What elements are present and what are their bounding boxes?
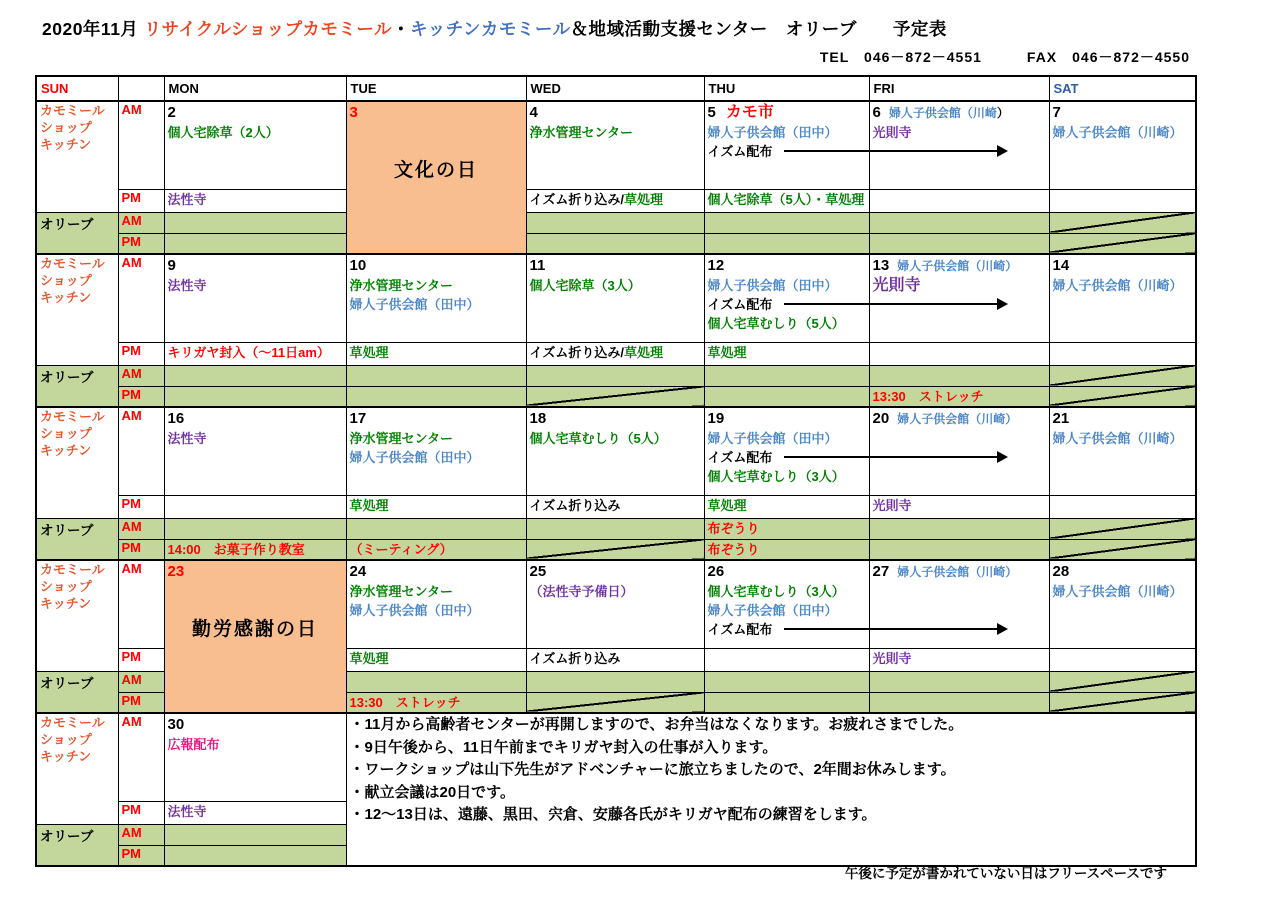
day-25-olive-am-cell — [526, 671, 704, 692]
olive-pm-label: PM — [118, 539, 164, 560]
event: 光則寺 — [872, 650, 912, 666]
am-label: AM — [118, 101, 164, 189]
day-number: 25 — [529, 563, 547, 580]
right-arrow-week3 — [784, 456, 1006, 458]
day-number: 7 — [1052, 104, 1061, 121]
day-header-mon: MON — [164, 76, 346, 101]
day-number: 30 — [167, 716, 185, 733]
day-26-pm-cell — [704, 648, 869, 671]
kamomile-label: カモミール ショップ キッチン — [36, 254, 118, 365]
event: 婦人子供会館（田中） — [707, 431, 838, 446]
day-number: 10 — [349, 257, 367, 274]
day-number: 9 — [167, 257, 176, 274]
olive-am-label: AM — [118, 212, 164, 233]
holiday-name: 文化の日 — [393, 160, 478, 181]
day-19-am-cell — [704, 407, 869, 495]
event: 浄水管理センター — [349, 278, 453, 293]
olive-pm-label: PM — [118, 692, 164, 713]
day-14-am-cell — [1049, 254, 1196, 342]
day-head-note: 婦人子供会館（川崎） — [897, 565, 1018, 579]
day-4-olive-pm-cell — [526, 233, 704, 254]
day-9-olive-am-cell — [164, 365, 346, 386]
event: 法性寺 — [167, 803, 207, 819]
day-2-pm-cell — [164, 189, 346, 212]
day-number: 4 — [529, 104, 538, 121]
day-11-olive-pm-cell — [526, 386, 704, 407]
day-24-olive-am-cell — [346, 671, 526, 692]
event: 13:30 ストレッチ — [349, 694, 461, 710]
day-number: 17 — [349, 410, 367, 427]
event: 草処理 — [349, 344, 389, 360]
olive-pm-label: PM — [118, 233, 164, 254]
kamo-market-label: カモ市 — [725, 104, 774, 121]
day-17-pm-cell — [346, 495, 526, 518]
pm-label: PM — [118, 189, 164, 212]
event: 個人宅草むしり（5人） — [529, 431, 667, 446]
event: イズム折り込み — [529, 650, 621, 666]
day-30-pm-cell — [164, 801, 346, 824]
olive-am-label: AM — [118, 824, 164, 845]
event: 光則寺 — [872, 497, 912, 513]
day-28-pm-cell — [1049, 648, 1196, 671]
event: イズム配布 — [708, 142, 866, 161]
event: 草処理 — [349, 497, 389, 513]
day-number: 20 — [872, 410, 890, 427]
event: 布ぞうり — [707, 520, 760, 536]
day-header-wed: WED — [526, 76, 704, 101]
note-line: ・ワークショップは山下先生がアドベンチャーに旅立ちましたので、2年間お休みします。 — [349, 761, 956, 778]
day-6-olive-am-cell — [869, 212, 1049, 233]
event: 婦人子供会館（田中） — [349, 297, 480, 312]
day-27-olive-pm-cell — [869, 692, 1049, 713]
day-header-tue: TUE — [346, 76, 526, 101]
day-18-am-cell — [526, 407, 704, 495]
title-shop1: リサイクルショップカモミール — [143, 19, 393, 39]
olive-pm-label: PM — [118, 386, 164, 407]
week3-olive-pm-row — [36, 539, 1196, 560]
week1-olive-pm-row — [36, 233, 1196, 254]
day-number: 14 — [1052, 257, 1070, 274]
event: 個人宅除草（2人） — [167, 125, 279, 140]
day-7-olive-pm-cell — [1049, 233, 1196, 254]
day-7-am-cell — [1049, 101, 1196, 189]
day-6-olive-pm-cell — [869, 233, 1049, 254]
olive-label: オリーブ — [36, 671, 118, 713]
week5-am-row — [36, 713, 1196, 801]
day-header-sat: SAT — [1049, 76, 1196, 101]
day-13-am-cell — [869, 254, 1049, 342]
am-label: AM — [118, 713, 164, 801]
event: イズム折り込み/草処理 — [529, 344, 663, 360]
event: 14:00 お菓子作り教室 — [167, 541, 305, 557]
day-27-olive-am-cell — [869, 671, 1049, 692]
event: 浄水管理センター — [349, 584, 453, 599]
day-18-olive-pm-cell — [526, 539, 704, 560]
day-9-am-cell — [164, 254, 346, 342]
event: 婦人子供会館（川崎） — [1052, 584, 1183, 599]
olive-label: オリーブ — [36, 212, 118, 254]
note-line: ・12～13日は、遠藤、黒田、宍倉、安藤各氏がキリガヤ配布の練習をします。 — [349, 806, 877, 823]
event: イズム配布 — [708, 295, 866, 314]
olive-pm-label: PM — [118, 845, 164, 866]
day-number: 3 — [349, 104, 358, 121]
week3-olive-am-row — [36, 518, 1196, 539]
event: イズム配布 — [708, 620, 866, 639]
day-head-note: 婦人子供会館（川崎） — [897, 259, 1018, 273]
event: キリガヤ封入（～11日am） — [167, 344, 330, 360]
day-5-olive-pm-cell — [704, 233, 869, 254]
day-3-holiday-cell — [346, 101, 526, 254]
tel-fax-line: TEL 046－872－4551 FAX 046－872－4550 — [819, 49, 1190, 65]
title-shop2: キッチンカモミール — [410, 19, 571, 39]
day-number: 19 — [707, 410, 725, 427]
calendar-table — [35, 75, 1197, 867]
day-head-note: 婦人子供会館（川崎 — [888, 106, 997, 120]
day-27-am-cell — [869, 560, 1049, 648]
kamomile-label: カモミール ショップ キッチン — [36, 407, 118, 518]
footer-note: 午後に予定が書かれていない日はフリースペースです — [844, 866, 1167, 881]
day-12-olive-pm-cell — [704, 386, 869, 407]
note-line: ・献立会議は20日です。 — [349, 783, 515, 801]
day-20-olive-am-cell — [869, 518, 1049, 539]
event: 光則寺 — [872, 277, 921, 294]
kamomile-label: カモミール ショップ キッチン — [36, 560, 118, 671]
day-11-olive-am-cell — [526, 365, 704, 386]
event: 草処理 — [707, 497, 747, 513]
day-6-am-cell — [869, 101, 1049, 189]
day-12-am-cell — [704, 254, 869, 342]
event: 婦人子供会館（川崎） — [1052, 431, 1183, 446]
event: 婦人子供会館（川崎） — [1052, 125, 1183, 140]
day-19-olive-pm-cell — [704, 539, 869, 560]
day-10-pm-cell — [346, 342, 526, 365]
day-25-olive-pm-cell — [526, 692, 704, 713]
day-26-am-cell — [704, 560, 869, 648]
page-title — [42, 16, 947, 41]
day-24-am-cell — [346, 560, 526, 648]
event: （ミーティング） — [349, 541, 453, 557]
day-13-olive-pm-cell — [869, 386, 1049, 407]
day-17-am-cell — [346, 407, 526, 495]
am-label: AM — [118, 560, 164, 648]
event: 個人宅草むしり（3人） — [707, 584, 845, 599]
day-17-olive-pm-cell — [346, 539, 526, 560]
event: 個人宅除草（5人）・草処理 — [707, 191, 865, 207]
week1-olive-am-row — [36, 212, 1196, 233]
day-20-pm-cell — [869, 495, 1049, 518]
right-arrow-week2 — [784, 303, 1006, 305]
am-label: AM — [118, 254, 164, 342]
week2-olive-am-row — [36, 365, 1196, 386]
day-number: 21 — [1052, 410, 1070, 427]
day-17-olive-am-cell — [346, 518, 526, 539]
day-9-olive-pm-cell — [164, 386, 346, 407]
week2-pm-row — [36, 342, 1196, 365]
day-header-thu: THU — [704, 76, 869, 101]
day-30-am-cell — [164, 713, 346, 801]
event: 草処理 — [707, 344, 747, 360]
title-dot: ・ — [392, 19, 411, 39]
event: イズム折り込み/草処理 — [529, 191, 663, 207]
day-20-olive-pm-cell — [869, 539, 1049, 560]
right-arrow-week4 — [784, 628, 1006, 630]
day-10-am-cell — [346, 254, 526, 342]
day-4-olive-am-cell — [526, 212, 704, 233]
am-label: AM — [118, 407, 164, 495]
day-10-olive-pm-cell — [346, 386, 526, 407]
day-16-pm-cell — [164, 495, 346, 518]
day-24-pm-cell — [346, 648, 526, 671]
olive-am-label: AM — [118, 671, 164, 692]
event: 広報配布 — [167, 737, 220, 752]
event: 法性寺 — [167, 431, 207, 446]
day-header-sun: SUN — [36, 76, 118, 101]
day-5-pm-cell — [704, 189, 869, 212]
event: 法性寺 — [167, 191, 207, 207]
day-6-pm-cell — [869, 189, 1049, 212]
day-28-am-cell — [1049, 560, 1196, 648]
day-number: 2 — [167, 104, 176, 121]
event: 婦人子供会館（田中） — [349, 603, 480, 618]
day-number: 16 — [167, 410, 185, 427]
day-number: 13 — [872, 257, 890, 274]
event: イズム折り込み — [529, 497, 621, 513]
week3-am-row — [36, 407, 1196, 495]
title-year-month: 2020年11月 — [42, 19, 139, 39]
day-11-am-cell — [526, 254, 704, 342]
event: 婦人子供会館（田中） — [707, 278, 838, 293]
event: 個人宅除草（3人） — [529, 278, 641, 293]
day-16-olive-am-cell — [164, 518, 346, 539]
day-head-note: 婦人子供会館（川崎） — [897, 412, 1018, 426]
day-number: 11 — [529, 257, 546, 274]
day-12-pm-cell — [704, 342, 869, 365]
event: 光則寺 — [872, 125, 912, 140]
event: 婦人子供会館（川崎） — [1052, 278, 1183, 293]
day-head-note-paren: ） — [996, 106, 1009, 120]
note-line: ・9日午後から、11日午前までキリガヤ封入の仕事が入ります。 — [349, 738, 778, 756]
pm-label: PM — [118, 342, 164, 365]
event: 法性寺 — [167, 278, 207, 293]
right-arrow-week1 — [784, 150, 1006, 152]
day-25-am-cell — [526, 560, 704, 648]
day-number: 6 — [872, 104, 881, 121]
day-18-pm-cell — [526, 495, 704, 518]
day-number: 26 — [707, 563, 725, 580]
day-14-olive-pm-cell — [1049, 386, 1196, 407]
event: 布ぞうり — [707, 541, 760, 557]
day-5-am-cell — [704, 101, 869, 189]
day-14-olive-am-cell — [1049, 365, 1196, 386]
day-11-pm-cell — [526, 342, 704, 365]
day-number: 24 — [349, 563, 367, 580]
event: 13:30 ストレッチ — [872, 388, 984, 404]
event: 草処理 — [349, 650, 389, 666]
week2-olive-pm-row — [36, 386, 1196, 407]
day-number: 23 — [167, 563, 185, 580]
olive-am-label: AM — [118, 365, 164, 386]
day-19-olive-am-cell — [704, 518, 869, 539]
day-25-pm-cell — [526, 648, 704, 671]
title-rest: ＆地域活動支援センター オリーブ 予定表 — [570, 19, 947, 39]
olive-label: オリーブ — [36, 824, 118, 866]
event: （法性寺予備日） — [529, 584, 634, 599]
day-7-olive-am-cell — [1049, 212, 1196, 233]
day-24-olive-pm-cell — [346, 692, 526, 713]
day-27-pm-cell — [869, 648, 1049, 671]
olive-am-label: AM — [118, 518, 164, 539]
day-21-olive-am-cell — [1049, 518, 1196, 539]
day-header-fri: FRI — [869, 76, 1049, 101]
day-21-am-cell — [1049, 407, 1196, 495]
day-2-am-cell — [164, 101, 346, 189]
event: 婦人子供会館（田中） — [349, 450, 480, 465]
event: 浄水管理センター — [349, 431, 453, 446]
day-2-olive-pm-cell — [164, 233, 346, 254]
event: 個人宅草むしり（3人） — [707, 469, 845, 484]
day-26-olive-am-cell — [704, 671, 869, 692]
day-2-olive-am-cell — [164, 212, 346, 233]
week4-am-row — [36, 560, 1196, 648]
day-21-pm-cell — [1049, 495, 1196, 518]
day-16-olive-pm-cell — [164, 539, 346, 560]
kamomile-label: カモミール ショップ キッチン — [36, 713, 118, 824]
pm-label: PM — [118, 495, 164, 518]
day-12-olive-am-cell — [704, 365, 869, 386]
day-number: 27 — [872, 563, 890, 580]
pm-label: PM — [118, 801, 164, 824]
olive-label: オリーブ — [36, 365, 118, 407]
day-10-olive-am-cell — [346, 365, 526, 386]
event: イズム配布 — [708, 448, 866, 467]
week1-am-row — [36, 101, 1196, 189]
day-number: 18 — [529, 410, 547, 427]
notes-cell — [346, 713, 1196, 866]
day-28-olive-am-cell — [1049, 671, 1196, 692]
day-5-olive-am-cell — [704, 212, 869, 233]
day-16-am-cell — [164, 407, 346, 495]
week2-am-row — [36, 254, 1196, 342]
day-30-olive-am-cell — [164, 824, 346, 845]
week1-pm-row — [36, 189, 1196, 212]
pm-label: PM — [118, 648, 164, 671]
day-26-olive-pm-cell — [704, 692, 869, 713]
day-20-am-cell — [869, 407, 1049, 495]
week3-pm-row — [36, 495, 1196, 518]
day-header-spacer — [118, 76, 164, 101]
day-28-olive-pm-cell — [1049, 692, 1196, 713]
day-4-pm-cell — [526, 189, 704, 212]
day-21-olive-pm-cell — [1049, 539, 1196, 560]
kamomile-label: カモミール ショップ キッチン — [36, 101, 118, 212]
day-number: 28 — [1052, 563, 1070, 580]
day-header-row — [36, 76, 1196, 101]
event: 婦人子供会館（田中） — [707, 125, 838, 140]
day-9-pm-cell — [164, 342, 346, 365]
day-number: 12 — [707, 257, 725, 274]
day-7-pm-cell — [1049, 189, 1196, 212]
day-4-am-cell — [526, 101, 704, 189]
holiday-name: 勤労感謝の日 — [191, 619, 318, 640]
day-13-olive-am-cell — [869, 365, 1049, 386]
event: 婦人子供会館（田中） — [707, 603, 838, 618]
day-13-pm-cell — [869, 342, 1049, 365]
day-number: 5 — [707, 104, 716, 121]
day-14-pm-cell — [1049, 342, 1196, 365]
note-line: ・11月から高齢者センターが再開しますので、お弁当はなくなります。お疲れさまでした。 — [349, 716, 964, 733]
event: 浄水管理センター — [529, 125, 633, 140]
day-18-olive-am-cell — [526, 518, 704, 539]
olive-label: オリーブ — [36, 518, 118, 560]
event: 個人宅草むしり（5人） — [707, 316, 845, 331]
day-23-holiday-cell — [164, 560, 346, 713]
day-19-pm-cell — [704, 495, 869, 518]
